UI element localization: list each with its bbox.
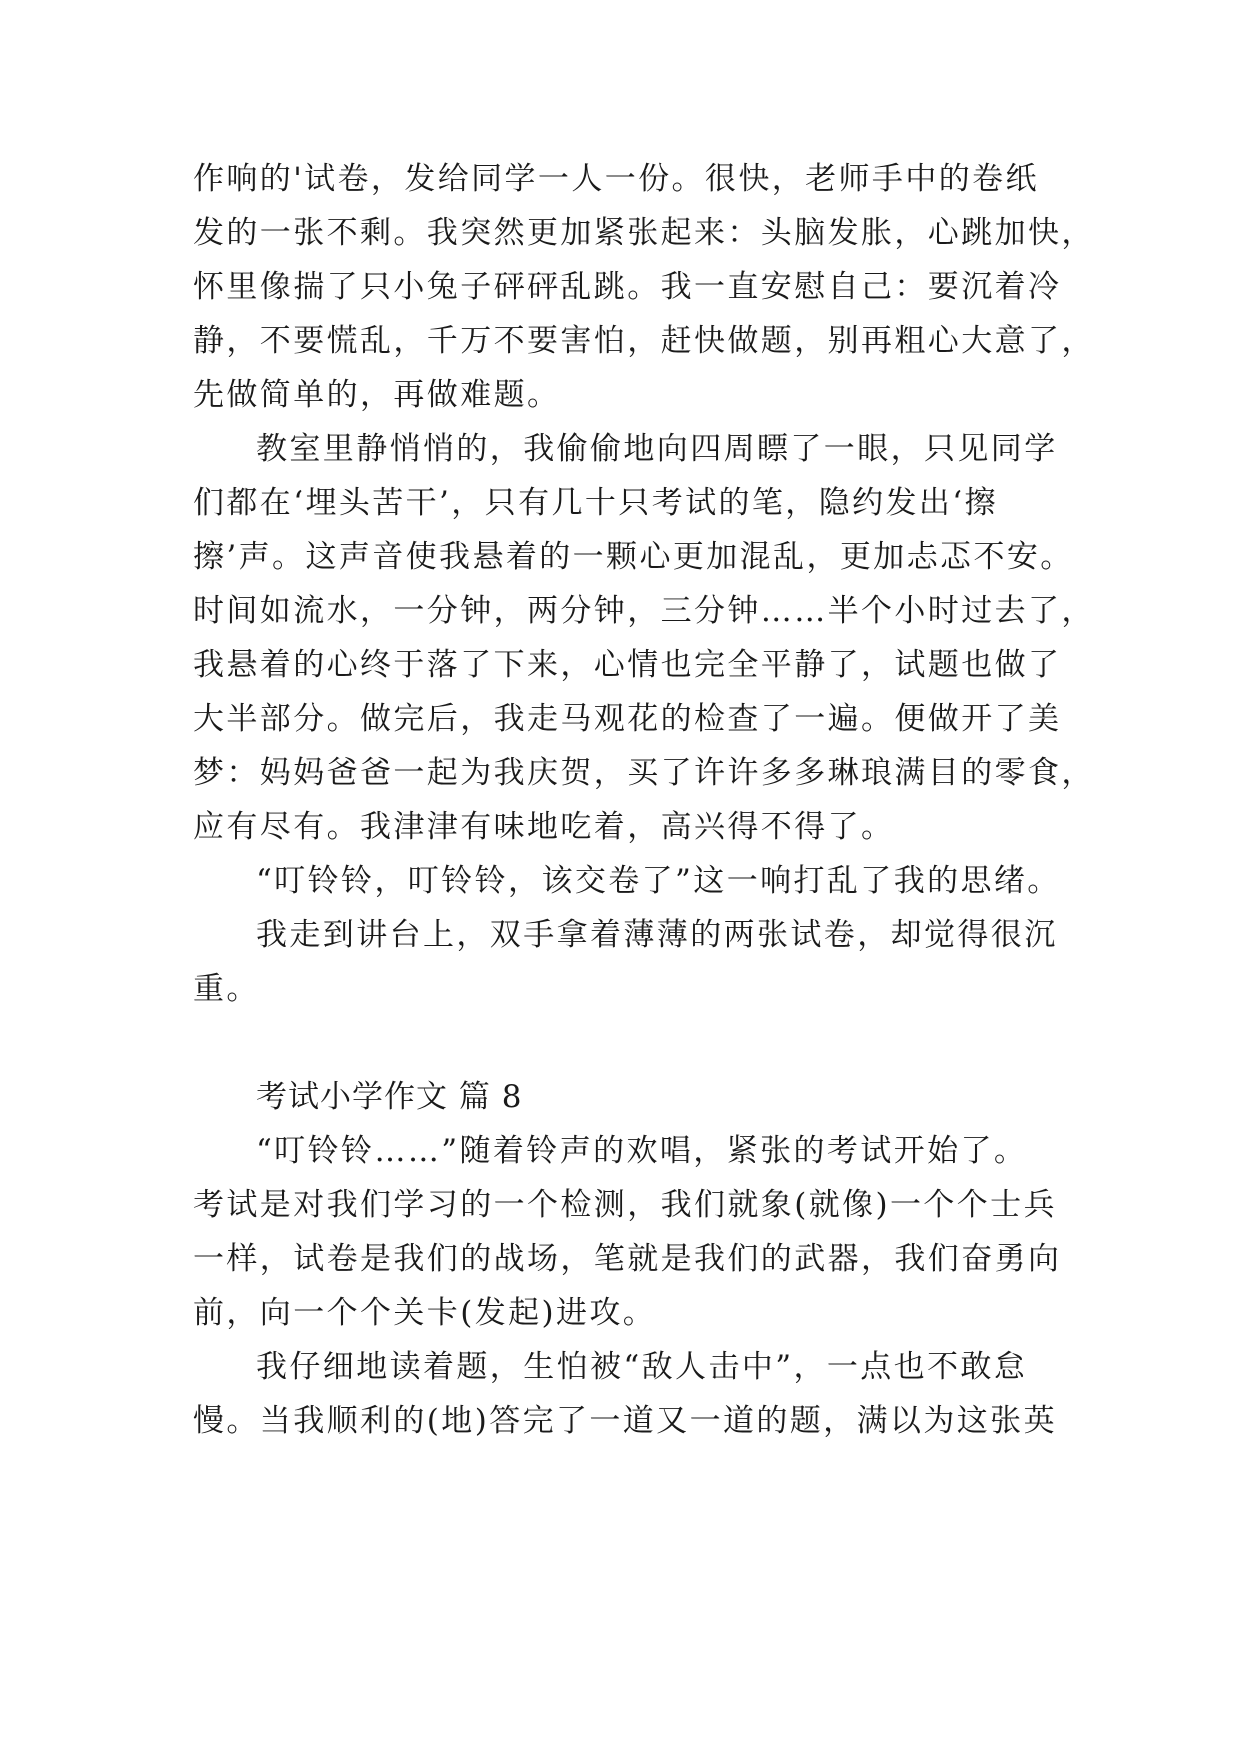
text-line: 作响的'试卷，发给同学一人一份。很快，老师手中的卷纸 [193,161,1039,197]
section-heading: 考试小学作文 篇 8 [256,1079,523,1115]
text-line: 静，不要慌乱，千万不要害怕，赶快做题，别再粗心大意了， [193,323,1095,359]
text-line: 前，向一个个关卡(发起)进攻。 [193,1295,657,1331]
text-line: 大半部分。做完后，我走马观花的检查了一遍。便做开了美 [193,701,1062,737]
text-line: 先做简单的，再做难题。 [193,377,561,413]
text-line: 时间如流水，一分钟，两分钟，三分钟……半个小时过去了， [193,593,1095,629]
text-line: 我仔细地读着题，生怕被“敌人击中”，一点也不敢怠 [256,1349,1028,1385]
text-line: 应有尽有。我津津有味地吃着，高兴得不得了。 [193,809,895,845]
text-line: 一样，试卷是我们的战场，笔就是我们的武器，我们奋勇向 [193,1241,1062,1277]
text-line: 发的一张不剩。我突然更加紧张起来：头脑发胀，心跳加快， [193,215,1095,251]
text-line: 怀里像揣了只小兔子砰砰乱跳。我一直安慰自己：要沉着冷 [193,269,1062,305]
text-line: 擦’声。这声音使我悬着的一颗心更加混乱，更加忐忑不安。 [193,539,1074,575]
text-line: 们都在‘埋头苦干’，只有几十只考试的笔，隐约发出‘擦 [193,485,998,521]
text-line: 教室里静悄悄的，我偷偷地向四周瞟了一眼，只见同学 [256,431,1058,467]
text-line: 梦：妈妈爸爸一起为我庆贺，买了许许多多琳琅满目的零食， [193,755,1095,791]
text-line: “叮铃铃……”随着铃声的欢唱，紧张的考试开始了。 [256,1133,1028,1169]
text-line: 我走到讲台上，双手拿着薄薄的两张试卷，却觉得很沉 [256,917,1058,953]
text-line: 重。 [193,971,260,1007]
text-line: “叮铃铃，叮铃铃，该交卷了”这一响打乱了我的思绪。 [256,863,1061,899]
text-line: 考试是对我们学习的一个检测，我们就象(就像)一个个士兵 [193,1187,1057,1223]
text-line: 我悬着的心终于落了下来，心情也完全平静了，试题也做了 [193,647,1062,683]
text-line: 慢。当我顺利的(地)答完了一道又一道的题，满以为这张英 [193,1403,1057,1439]
